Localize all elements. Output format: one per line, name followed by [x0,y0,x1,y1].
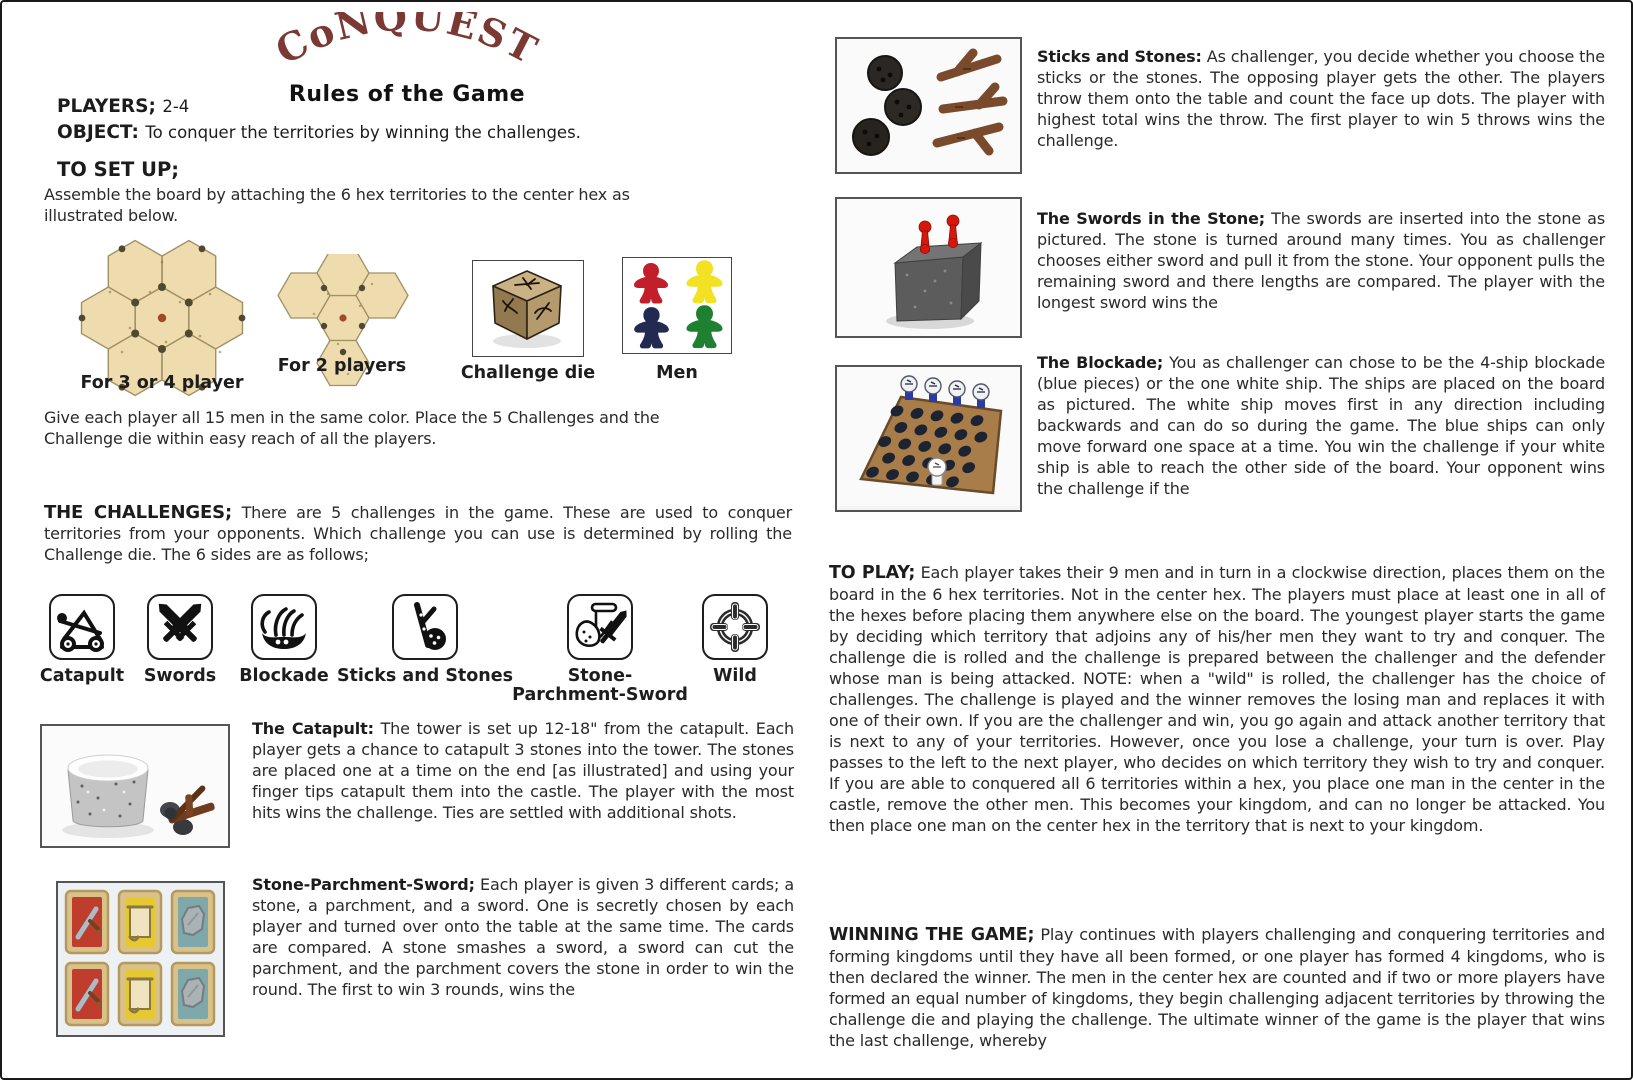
catapult-body: The tower is set up 12-18" from the catapult. Each player gets a chance to catapult 3 stones into the tower. The stones are placed one at a time on the end [as illustrated] and using your finger tips catapult them into the castle. The player with the most hits wins the challenge. Ties are settled with additional shots. [252,719,795,822]
setup-note: Give each player all 15 men in the same color. Place the 5 Challenges and the Challenge die within easy reach of all the players. [44,408,660,448]
sps-cards-photo [56,881,225,1037]
page-subtitle: Rules of the Game [288,82,526,107]
catapult-paragraph [252,718,794,823]
swords-icon-label: Swords [143,666,217,686]
challenges-intro: There are 5 challenges in the game. These are used to conquer territories from your opponents. Which challenge you can use is determined by rolling the Challenge die. The 6 sides are as follows; [44,503,793,564]
players-label: PLAYERS; [57,96,156,117]
game-title-arched [207,12,607,84]
winning-body: Play continues with players challenging and conquering territories and forming kingdoms until they have all been formed, or one player has formed 4 kingdoms, who is then declared the winner. The men in the center hex are counted and if two or more players have formed an equal number of kingdoms, they begin challenging adjacent territories by throwing the challenge die and playing the challenge. The ultimate winner of the game is the player that wins the last challenge, whereby [829,925,1606,1050]
catapult-photo [40,724,230,848]
men-label: Men [656,363,698,383]
svg-text:CoNQUEST: CoNQUEST [268,12,546,74]
hex-board-3-4-label: For 3 or 4 player [80,373,244,393]
swords-icon [147,594,213,660]
sticks-paragraph [1037,46,1605,151]
catapult-lead: The Catapult: [252,719,374,738]
to-play-body: Each player takes their 9 men and in turn in a clockwise direction, places them on the board in the 6 hex territories. Not in the center hex. The players must place at least one in all of the hexes before placing them anywhere else on the board. The youngest player starts the game by deciding which territory that adjoins any of his/her men they want to try and conquer. The challenge die is rolled and the challenge is prepared between the challenger and the defender whose man is being attacked. NOTE: when a "wild" is rolled, the challenger has the choice of challenges. The challenge is played and the winner removes the losing man and replaces it with one of their own. If you are the challenger and win, you go again and attack another territory that is next to any of your territories. However, once you lose a challenge, your turn is over. Play passes to the left to the next player, who decides on which territory they wish to try and conquer. If you are able to conquered all 6 territories within a hex, you place one man in the center in the castle, remove the other men. This becomes your kingdom, and can no longer be attacked. You then place one man on the center hex in the territory that is next to your kingdom. [829,563,1605,835]
meeples-illustration [623,258,729,351]
blockade-photo [835,365,1022,512]
winning-heading: WINNING THE GAME; [829,925,1035,945]
blockade-icon-label: Blockade [239,666,329,686]
challenges-intro-paragraph [44,502,792,565]
blockade-lead: The Blockade; [1037,353,1164,372]
players-value: 2-4 [162,97,190,116]
swords-stone-body: The swords are inserted into the stone as pictured. The stone is turned around many times. You as challenger chooses either sword and pull it from the stone. Your opponent pulls the remaining sword and there lengths are compared. The player with the longest sword wins the [1037,209,1606,312]
challenge-icon-sticks-stones [305,594,545,686]
blockade-paragraph [1037,352,1605,499]
catapult-photo-illustration [42,726,228,846]
swords-in-stone-illustration [837,199,1020,336]
sps-cards-illustration [58,883,223,1035]
sps-body: Each player is given 3 different cards; a stone, a parchment, and a sword. One is secretly chosen by each player and turned over onto the table at the same time. The cards are compared. A stone smashes a sword, a sword can cut the parchment, and the parchment covers the stone in order to win the round. The first to win 3 rounds, wins the [252,875,795,999]
sticks-body: As challenger, you decide whether you choose the sticks or the stones. The opposing player gets the other. The players throw them onto the table and count the face up dots. The player with highest total wins the throw. The first player to win 5 throws wins the challenge. [1037,47,1605,150]
title-block [192,12,622,107]
object-line [57,122,581,143]
to-play-paragraph [829,562,1605,836]
setup-heading: TO SET UP; [57,158,180,181]
object-value: To conquer the territories by winning the challenges. [145,123,581,142]
sticks-and-stones-icon-label: Sticks and Stones [336,666,514,686]
swords-stone-lead: The Swords in the Stone; [1037,209,1266,228]
challenge-icon-sps [512,594,688,705]
players-line [57,96,189,117]
object-label: OBJECT: [57,122,139,143]
celtic-cross-icon [702,594,768,660]
men-photo [622,257,732,354]
catapult-icon-label: Catapult [39,666,125,686]
sticks-stones-photo [835,37,1022,174]
challenge-icon-wild [670,594,800,686]
blockade-body: You as challenger can chose to be the 4-ship blockade (blue pieces) or the one white ship. The ships are placed on the board as pictured. The white ship moves first in any direction including backwards and can do so during the game. The blue ships can only move forward one space at a time. You win the challenge if your white ship is able to reach the other side of the board. Your opponent wins the challenge if the [1037,353,1606,498]
challenge-die-label: Challenge die [460,363,596,383]
sps-lead: Stone-Parchment-Sword; [252,875,475,894]
sticks-stones-illustration [837,39,1020,172]
sticks-lead: Sticks and Stones: [1037,47,1202,66]
setup-intro: Assemble the board by attaching the 6 hex territories to the center hex as illustrated below. [44,185,630,225]
sps-paragraph [252,874,794,1000]
blockade-board-illustration [837,367,1020,506]
sticks-and-stones-icon [392,594,458,660]
sps-icon-label: Stone-Parchment-Sword [512,666,688,705]
stone-parchment-sword-icon [567,594,633,660]
hex-board-2-label: For 2 players [277,356,407,376]
to-play-heading: TO PLAY; [829,563,916,583]
winning-paragraph [829,924,1605,1051]
challenges-heading: THE CHALLENGES; [44,502,233,523]
wild-icon-label: Wild [713,666,757,686]
swords-stone-paragraph [1037,208,1605,313]
challenge-die-illustration [473,261,581,354]
swords-in-stone-photo [835,197,1022,338]
catapult-icon [49,594,115,660]
challenge-die-photo [472,260,584,357]
